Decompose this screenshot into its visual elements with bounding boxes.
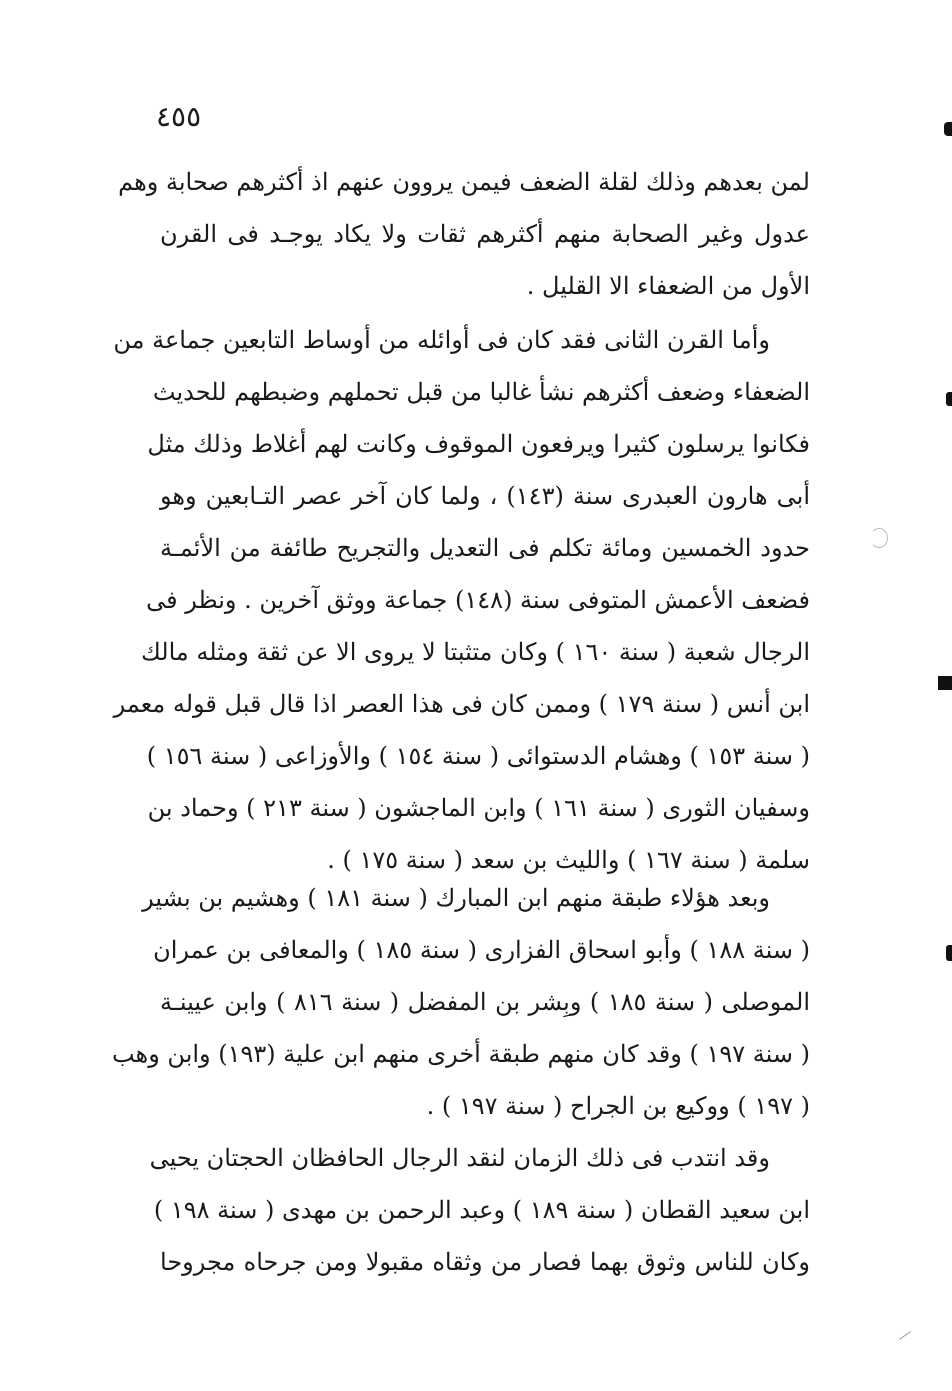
- text-line: وأما القرن الثانى فقد كان فى أوائله من أوساط التابعين جماعة من: [113, 326, 770, 354]
- text-line: الموصلى ( سنة ١٨٥ ) وبِشر بن المفضل ( سنة ٨١٦ ) وابن عيينـة: [160, 988, 810, 1016]
- paper-scratch-mark: [899, 1331, 911, 1340]
- binding-hole-mark: [944, 122, 952, 136]
- text-line: الأول من الضعفاء الا القليل .: [526, 272, 810, 300]
- text-line: ( ١٩٧ ) ووكيع بن الجراح ( سنة ١٩٧ ) .: [426, 1092, 810, 1120]
- text-line: حدود الخمسين ومائة تكلم فى التعديل والتجريح طائفة من الأئمـة: [160, 534, 811, 562]
- paragraph-1: [118, 156, 810, 312]
- binding-hole-mark: [946, 392, 952, 406]
- text-line: ( سنة ١٨٨ ) وأبو اسحاق الفزارى ( سنة ١٨٥ ) والمعافى بن عمران: [153, 936, 810, 964]
- binding-hole-mark: [946, 945, 952, 961]
- paragraph-2: [113, 314, 811, 886]
- page-number: ٤٥٥: [156, 100, 202, 133]
- text-line: وبعد هؤلاء طبقة منهم ابن المبارك ( سنة ١٨١ ) وهشيم بن بشير: [142, 884, 770, 912]
- paper-smudge-mark: [870, 528, 888, 548]
- text-line: وسفيان الثورى ( سنة ١٦١ ) وابن الماجشون ( سنة ٢١٣ ) وحماد بن: [147, 794, 810, 822]
- text-line: لمن بعدهم وذلك لقلة الضعف فيمن يروون عنهم اذ أكثرهم صحابة وهم: [118, 168, 810, 196]
- text-line: فضعف الأعمش المتوفى سنة (١٤٨) جماعة ووثق آخرين . ونظر فى: [146, 586, 810, 614]
- text-line: الضعفاء وضعف أكثرهم نشأ غالبا من قبل تحملهم وضبطهم للحديث: [152, 378, 810, 406]
- text-line: وكان للناس وثوق بهما فصار من وثقاه مقبولا ومن جرحاه مجروحا: [160, 1248, 810, 1276]
- text-line: عدول وغير الصحابة منهم أكثرهم ثقات ولا يكاد يوجـد فى القرن: [160, 220, 810, 248]
- text-line: ابن أنس ( سنة ١٧٩ ) وممن كان فى هذا العصر اذا قال قبل قوله معمر: [113, 690, 810, 718]
- text-line: أبى هارون العبدرى سنة (١٤٣) ، ولما كان آخر عصر التـابعين وهو: [160, 482, 810, 510]
- text-line: وقد انتدب فى ذلك الزمان لنقد الرجال الحافظان الحجتان يحيى: [149, 1144, 770, 1172]
- text-line: ( سنة ١٥٣ ) وهشام الدستوائى ( سنة ١٥٤ ) والأوزاعى ( سنة ١٥٦ ): [146, 742, 810, 770]
- text-line: الرجال شعبة ( سنة ١٦٠ ) وكان متثبتا لا يروى الا عن ثقة ومثله مالك: [141, 638, 810, 666]
- binding-hole-mark: [938, 676, 952, 690]
- paragraph-3: [111, 872, 810, 1132]
- paragraph-4: [149, 1132, 810, 1288]
- text-line: ابن سعيد القطان ( سنة ١٨٩ ) وعبد الرحمن بن مهدى ( سنة ١٩٨ ): [153, 1196, 810, 1224]
- text-line: فكانوا يرسلون كثيرا ويرفعون الموقوف وكانت لهم أغلاط وذلك مثل: [147, 430, 810, 458]
- text-line: سلمة ( سنة ١٦٧ ) والليث بن سعد ( سنة ١٧٥ ) .: [327, 846, 810, 874]
- text-line: ( سنة ١٩٧ ) وقد كان منهم طبقة أخرى منهم ابن علية (١٩٣) وابن وهب: [111, 1040, 810, 1068]
